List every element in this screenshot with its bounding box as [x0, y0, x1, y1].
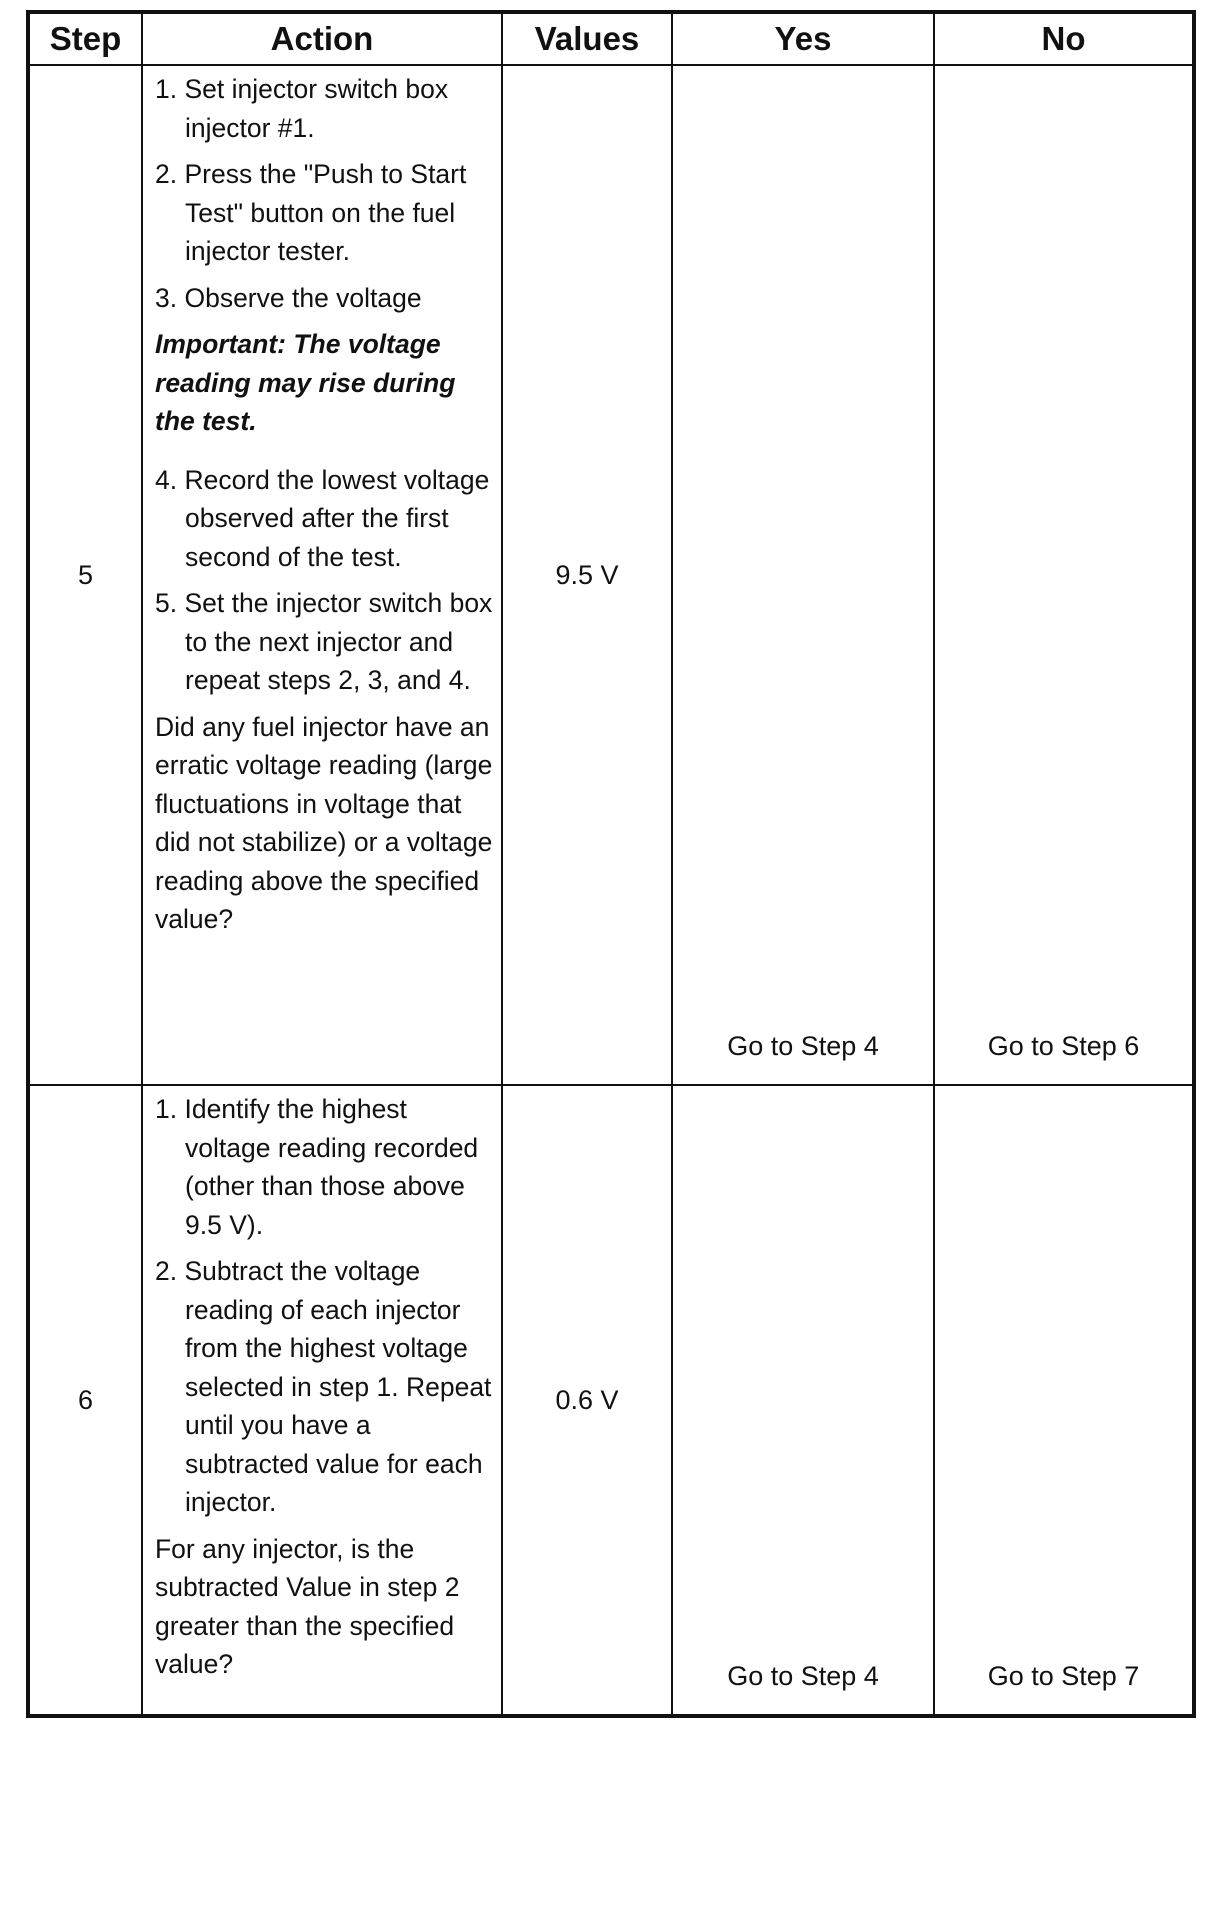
important-note: Important: The voltage reading may rise during the test.: [155, 329, 456, 436]
header-step: Step: [28, 12, 142, 65]
action-cell: [142, 1085, 502, 1716]
table-row-step-6: [28, 1085, 1194, 1716]
header-no: No: [934, 12, 1194, 65]
action-question: Did any fuel injector have an erratic voltage reading (large fluctuations in voltage that did not stabilize) or a voltage reading above the specified value?: [155, 711, 493, 934]
action-step: 2. Press the "Push to Start Test" button on the fuel injector tester.: [155, 159, 467, 266]
header-action: Action: [142, 12, 502, 65]
table-header-row: [28, 12, 1194, 65]
action-step: 3. Observe the voltage: [155, 282, 422, 313]
action-step: 1. Identify the highest voltage reading recorded (other than those above 9.5 V).: [155, 1094, 479, 1240]
action-steps: [155, 1090, 493, 1522]
spec-value: 0.6 V: [502, 1085, 672, 1716]
step-number: 5: [28, 65, 142, 1085]
header-values: Values: [502, 12, 672, 65]
action-cell: [142, 65, 502, 1085]
action-step: 1. Set injector switch box injector #1.: [155, 74, 449, 143]
step-number: 6: [28, 1085, 142, 1716]
action-step: 2. Subtract the voltage reading of each injector from the highest voltage selected in step 1. Repeat until you have a subtracted value for each injector.: [155, 1256, 492, 1518]
action-steps: [155, 461, 493, 700]
no-result: Go to Step 6: [934, 65, 1194, 1085]
no-result: Go to Step 7: [934, 1085, 1194, 1716]
table-row-step-5: [28, 65, 1194, 1085]
header-yes: Yes: [672, 12, 934, 65]
action-step: 4. Record the lowest voltage observed after the first second of the test.: [155, 464, 490, 572]
action-question: For any injector, is the subtracted Value in step 2 greater than the specified value?: [155, 1533, 460, 1680]
yes-result: Go to Step 4: [672, 1085, 934, 1716]
spec-value: 9.5 V: [502, 65, 672, 1085]
action-steps: [155, 70, 493, 317]
yes-result: Go to Step 4: [672, 65, 934, 1085]
action-step: 5. Set the injector switch box to the next injector and repeat steps 2, 3, and 4.: [155, 588, 493, 695]
diagnostic-table: [26, 10, 1196, 1718]
